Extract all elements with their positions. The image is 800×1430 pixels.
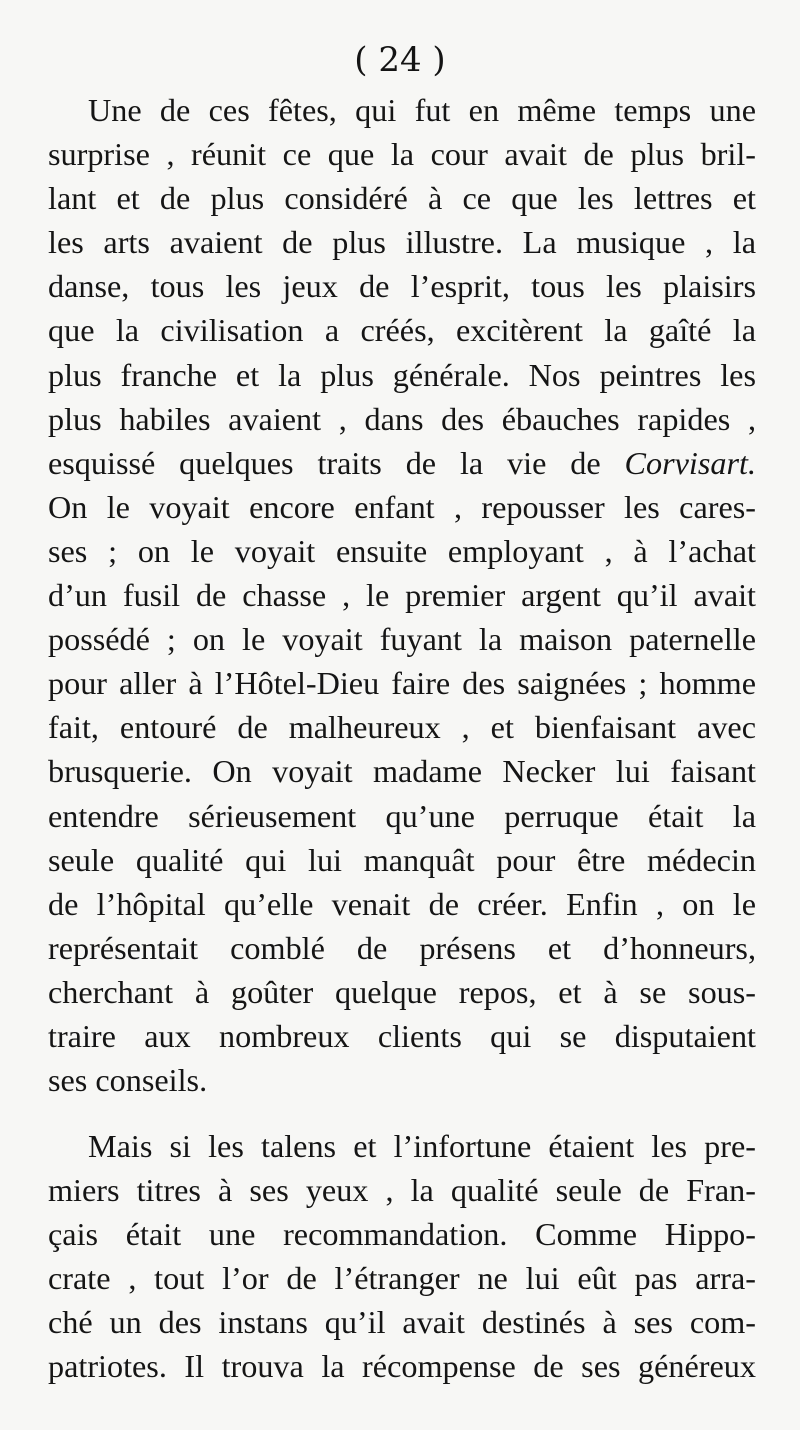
text-line: ses ; on le voyait ensuite employant , à l’achat — [48, 532, 756, 569]
text-line: plus habiles avaient , dans des ébauches rapides , — [48, 400, 756, 437]
text-line: danse, tous les jeux de l’esprit, tous les plaisirs — [48, 268, 756, 305]
text-line: fait, entouré de malheureux , et bienfaisant avec — [48, 709, 756, 746]
text-line: les arts avaient de plus illustre. La musique , la — [48, 224, 756, 261]
text-line: çais était une recommandation. Comme Hippo- — [48, 1216, 756, 1253]
text-line: Une de ces fêtes, qui fut en même temps une — [88, 92, 756, 128]
text-line: patriotes. Il trouva la récompense de ses généreux — [48, 1348, 756, 1385]
paragraph-1 — [48, 88, 756, 1102]
text-line: miers titres à ses yeux , la qualité seule de Fran- — [48, 1172, 756, 1209]
italic-name: Corvisart. — [624, 444, 757, 481]
text-line: traire aux nombreux clients qui se disputaient — [48, 1017, 756, 1054]
text-line: ses conseils. — [48, 1062, 208, 1099]
text-line: représentait comblé de présens et d’honneurs, — [48, 929, 756, 966]
text-line: de l’hôpital qu’elle venait de créer. Enfin , on le — [48, 885, 756, 922]
text-line: entendre sérieusement qu’une perruque était la — [48, 797, 756, 834]
text-line: brusquerie. On voyait madame Necker lui faisant — [48, 753, 756, 790]
text-line: d’un fusil de chasse , le premier argent qu’il avait — [48, 577, 756, 614]
text-line: pour aller à l’Hôtel-Dieu faire des saignées ; homme — [48, 665, 756, 702]
text-line-start: esquissé quelques traits de la vie de — [48, 444, 601, 481]
text-line: possédé ; on le voyait fuyant la maison paternelle — [48, 621, 756, 658]
text-line: crate , tout l’or de l’étranger ne lui eût pas arra- — [48, 1260, 756, 1297]
text-line: seule qualité qui lui manquât pour être médecin — [48, 841, 756, 878]
text-line: que la civilisation a créés, excitèrent la gaîté la — [48, 312, 756, 349]
paragraph-2 — [48, 1124, 756, 1389]
text-line: ché un des instans qu’il avait destinés à ses com- — [48, 1304, 756, 1341]
text-line: lant et de plus considéré à ce que les lettres et — [48, 180, 756, 217]
text-line-with-name — [48, 441, 756, 485]
page-number: ( 24 ) — [354, 40, 446, 80]
text-line: On le voyait encore enfant , repousser les cares- — [48, 488, 756, 525]
text-line: plus franche et la plus générale. Nos peintres les — [48, 356, 756, 393]
text-line: cherchant à goûter quelque repos, et à se sous- — [48, 973, 756, 1010]
text-line: surprise , réunit ce que la cour avait de plus bril- — [48, 136, 756, 173]
text-line: Mais si les talens et l’infortune étaient les pre- — [88, 1128, 756, 1164]
